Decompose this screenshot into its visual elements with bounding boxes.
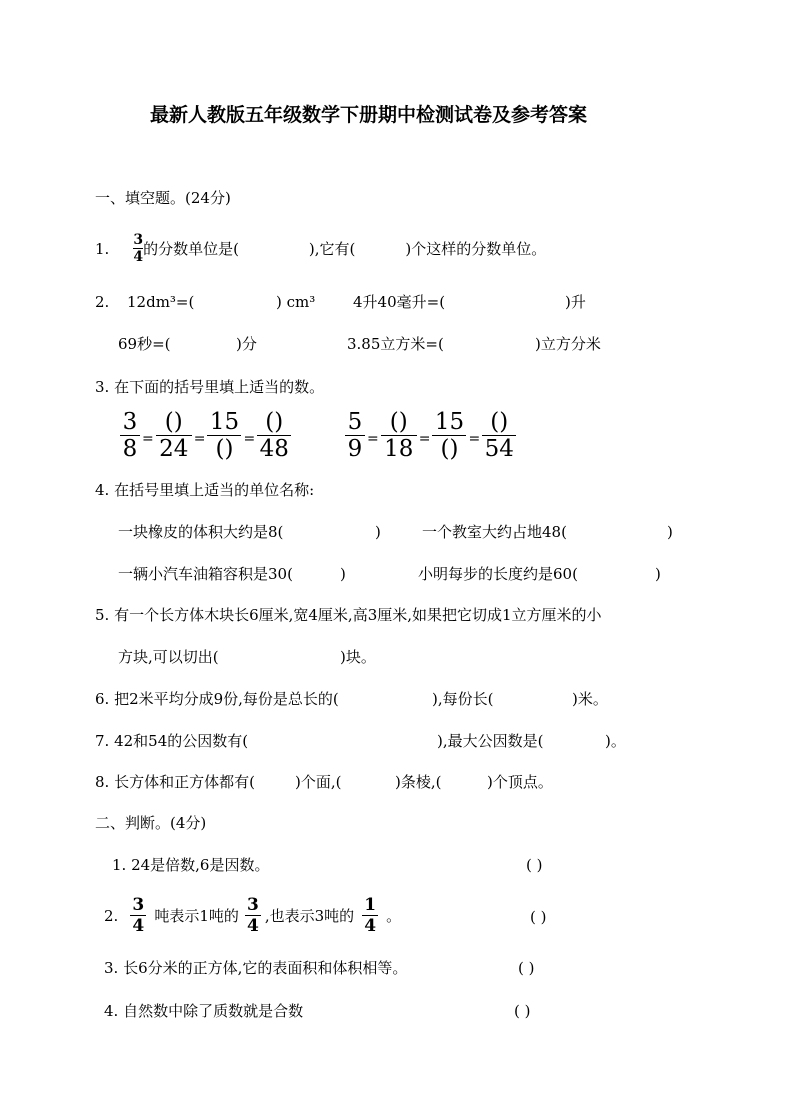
denominator: 54 — [484, 436, 514, 462]
equals-sign: = — [243, 430, 256, 447]
q7-end: )。 — [605, 732, 626, 750]
numerator: 3 — [246, 895, 259, 915]
numerator: 15 — [434, 409, 465, 435]
fraction — [120, 409, 140, 462]
judge-4-text: 4. 自然数中除了质数就是合数 — [104, 1002, 304, 1020]
fraction — [362, 895, 378, 936]
q4-c-end: ) — [340, 565, 346, 583]
q5-line-2-end: )块。 — [340, 648, 376, 666]
fraction — [432, 409, 466, 462]
q5-line-2: 方块,可以切出( — [118, 648, 219, 666]
judge-2 — [104, 895, 401, 936]
judge-1-answer[interactable]: ( ) — [526, 856, 543, 874]
q8-text: 8. 长方体和正方体都有( — [95, 773, 255, 791]
q4-a-label: 一块橡皮的体积大约是8( — [118, 523, 284, 541]
numerator: 15 — [209, 409, 240, 435]
q2-b-unit: )升 — [565, 293, 586, 311]
denominator: 4 — [364, 916, 377, 936]
q1-frac-denominator: 4 — [133, 249, 144, 265]
fraction — [207, 409, 241, 462]
q2-c-label: 69秒=( — [118, 335, 171, 353]
q7-mid: ),最大公因数是( — [437, 732, 544, 750]
q3-text: 3. 在下面的括号里填上适当的数。 — [95, 378, 325, 396]
q6-end: )米。 — [572, 690, 608, 708]
q4-c-label: 一辆小汽车油箱容积是30( — [118, 565, 293, 583]
fraction — [381, 409, 417, 462]
q1-text-b: ),它有( — [308, 239, 356, 258]
q1-number: 1. — [95, 239, 110, 258]
numerator: 3 — [132, 895, 145, 915]
q4-a-end: ) — [375, 523, 381, 541]
q2-c-unit: )分 — [236, 335, 257, 353]
q4-text: 4. 在括号里填上适当的单位名称: — [95, 481, 315, 499]
fraction — [257, 409, 291, 462]
section2-heading: 二、判断。(4分) — [95, 814, 207, 832]
denominator: 9 — [347, 436, 363, 462]
numerator: 3 — [122, 409, 138, 435]
q4-d-end: ) — [655, 565, 661, 583]
q3-fraction-group-1 — [120, 409, 291, 462]
q2-number: 2. — [95, 293, 110, 311]
equals-sign: = — [418, 430, 431, 447]
equals-sign: = — [142, 430, 154, 447]
judge-2-text-2: ,也表示3吨的 — [264, 906, 355, 925]
equals-sign: = — [193, 430, 206, 447]
judge-3-text: 3. 长6分米的正方体,它的表面积和体积相等。 — [104, 959, 408, 977]
numerator-blank[interactable]: () — [164, 409, 183, 435]
q4-b-end: ) — [667, 523, 673, 541]
q2-a-label: 12dm³=( — [127, 293, 195, 311]
q1-text-c: )个这样的分数单位。 — [405, 239, 547, 258]
numerator: 1 — [364, 895, 377, 915]
q6-mid: ),每份长( — [432, 690, 494, 708]
q6-text: 6. 把2米平均分成9份,每份是总长的( — [95, 690, 339, 708]
denominator: 48 — [259, 436, 289, 462]
fraction — [130, 895, 146, 936]
judge-2-text-1: 吨表示1吨的 — [154, 906, 239, 925]
q2-b-label: 4升40毫升=( — [353, 293, 446, 311]
denominator: 8 — [122, 436, 138, 462]
fraction — [156, 409, 192, 462]
q4-d-label: 小明每步的长度约是60( — [418, 565, 578, 583]
denominator-blank[interactable]: () — [440, 436, 459, 462]
q2-d-label: 3.85立方米=( — [347, 335, 444, 353]
section1-heading: 一、填空题。(24分) — [95, 189, 231, 207]
q3-fraction-group-2 — [345, 409, 516, 462]
q7-text: 7. 42和54的公因数有( — [95, 732, 249, 750]
numerator-blank[interactable]: () — [265, 409, 284, 435]
judge-2-answer[interactable]: ( ) — [530, 908, 547, 926]
question-1 — [95, 232, 546, 265]
q1-frac-numerator: 3 — [133, 232, 144, 248]
q1-text-a: 的分数单位是( — [143, 239, 239, 258]
numerator-blank[interactable]: () — [490, 409, 509, 435]
fraction — [245, 895, 261, 936]
fraction — [482, 409, 516, 462]
judge-4-answer[interactable]: ( ) — [514, 1002, 531, 1020]
equals-sign: = — [367, 430, 379, 447]
q5-line-1: 5. 有一个长方体木块长6厘米,宽4厘米,高3厘米,如果把它切成1立方厘米的小 — [95, 606, 602, 624]
denominator-blank[interactable]: () — [215, 436, 234, 462]
equals-sign: = — [468, 430, 481, 447]
q8-t2: )个面,( — [295, 773, 342, 791]
q1-fraction — [133, 232, 143, 265]
judge-2-number: 2. — [104, 906, 119, 925]
q8-t4: )个顶点。 — [487, 773, 553, 791]
denominator: 4 — [132, 916, 145, 936]
q2-d-unit: )立方分米 — [535, 335, 601, 353]
judge-3-answer[interactable]: ( ) — [518, 959, 535, 977]
fraction — [345, 409, 365, 462]
denominator: 18 — [384, 436, 414, 462]
page-title: 最新人教版五年级数学下册期中检测试卷及参考答案 — [150, 104, 588, 126]
judge-1-text: 1. 24是倍数,6是因数。 — [112, 856, 270, 874]
q4-b-label: 一个教室大约占地48( — [422, 523, 567, 541]
numerator: 5 — [347, 409, 363, 435]
numerator-blank[interactable]: () — [389, 409, 408, 435]
judge-2-text-3: 。 — [386, 906, 402, 925]
q8-t3: )条棱,( — [395, 773, 442, 791]
denominator: 24 — [159, 436, 189, 462]
denominator: 4 — [246, 916, 259, 936]
q2-a-unit: ) cm³ — [276, 293, 316, 311]
